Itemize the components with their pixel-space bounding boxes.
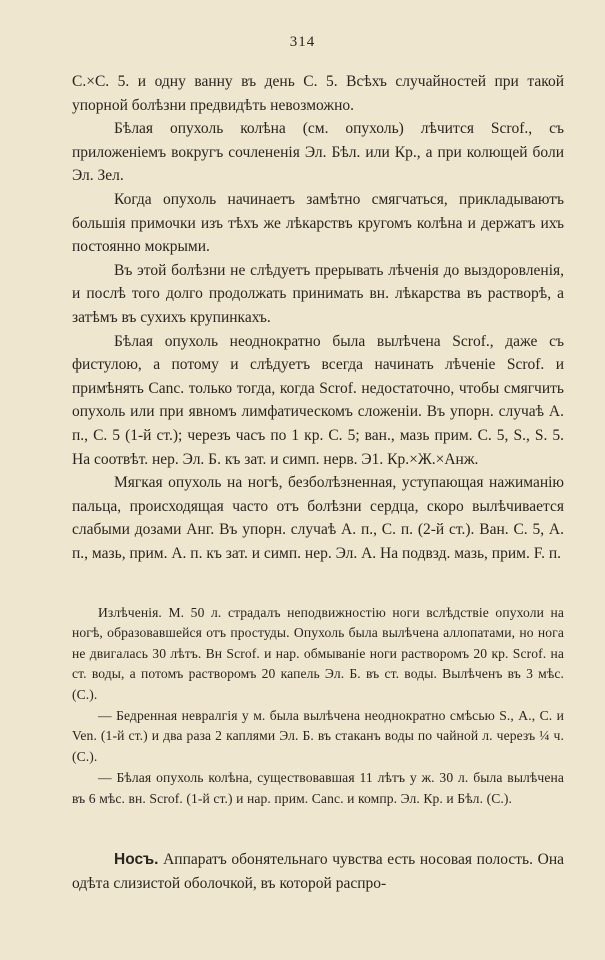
case-notes (72, 603, 564, 810)
section-term: Носъ. (114, 851, 159, 868)
paragraph-white-swelling-knee: Бѣлая опухоль колѣна (см. опухоль) лѣчится Scrof., съ приложеніемъ вокругъ сочлененія Эл. Бѣл. или Кр., а при колющей боли Эл. Зел. (72, 120, 564, 185)
case-note: — Бѣлая опухоль колѣна, существовавшая 11 лѣтъ у ж. 30 л. была вылѣчена въ 6 мѣс. вн. Scrof. (1-й ст.) и нар. прим. Canc. и компр. Эл. Кр. и Бѣл. (С.). (72, 770, 564, 806)
case-note: — Бедренная невралгія у м. была вылѣчена неоднократно смѣсью S., А., C. и Ven. (1-й ст.) и два раза 2 каплями Эл. Б. въ стаканъ воды по чайной л. черезъ ¼ ч. (С.). (72, 708, 564, 764)
paragraph-compresses: Когда опухоль начинаетъ замѣтно смягчаться, прикладываютъ большія примочки изъ тѣхъ же лѣкарствъ кругомъ колѣна и держатъ ихъ постоянно мокрыми. (72, 190, 564, 256)
nose-text: Аппаратъ обонятельнаго чувства есть носовая полость. Она одѣта слизистой оболочкой, въ которой распро- (72, 851, 564, 892)
main-text (72, 70, 564, 565)
case-note: Излѣченія. М. 50 л. страдалъ неподвижностію ноги вслѣдствіе опухоли на ногѣ, образовавшейся отъ простуды. Опухоль была вылѣчена аллопатами, но нога не двигалась 30 лѣтъ. Вн Scrof. и нар. обмываніе ноги растворомъ 20 кр. Scrof. на ст. воды, а потомъ растворомъ 20 капель Эл. Б. въ ст. воды. Вылѣченъ въ 3 мѣс. (С.). (72, 605, 564, 702)
paragraph-white-swelling-cured: Бѣлая опухоль неоднократно была вылѣчена Scrof., даже съ фистулою, а потому и слѣдуетъ всегда начинать лѣченіе Scrof. и примѣнять Canc. только тогда, когда Scrof. недостаточно, чтобы смягчить опухоль или при явномъ лимфатическомъ сложеніи. Въ упорн. случаѣ А. п., C. 5 (1-й ст.); черезъ часъ по 1 кр. C. 5; ван., мазь прим. C. 5, S., S. 5. На соотвѣт. нер. Эл. Б. къ зат. и симп. нерв. Э1. Кр.×Ж.×Анж. (72, 332, 564, 468)
paragraph-continue-treatment: Въ этой болѣзни не слѣдуетъ прерывать лѣченія до выздоровленія, и послѣ того долго продолжать принимать вн. лѣкарства въ растворѣ, а затѣмъ въ сухихъ крупинкахъ. (72, 261, 564, 326)
page-number: 314 (289, 34, 316, 50)
nose-section (72, 848, 564, 895)
paragraph-continuation: C.×C. 5. и одну ванну въ день C. 5. Всѣхъ случайностей при такой упорной болѣзни предвидѣть невозможно. (72, 73, 564, 114)
nose-paragraph (72, 848, 564, 895)
paragraph-soft-swelling-leg: Мягкая опухоль на ногѣ, безболѣзненная, уступающая нажиманію пальца, происходящая часто отъ болѣзни сердца, скоро вылѣчивается слабыми дозами Анг. Въ упорн. случаѣ А. п., C. п. (2-й ст.). Ван. C. 5, А. п., мазь, прим. А. п. къ зат. и симп. нер. Эл. А. На подвзд. мазь, прим. F. п. (72, 474, 564, 562)
